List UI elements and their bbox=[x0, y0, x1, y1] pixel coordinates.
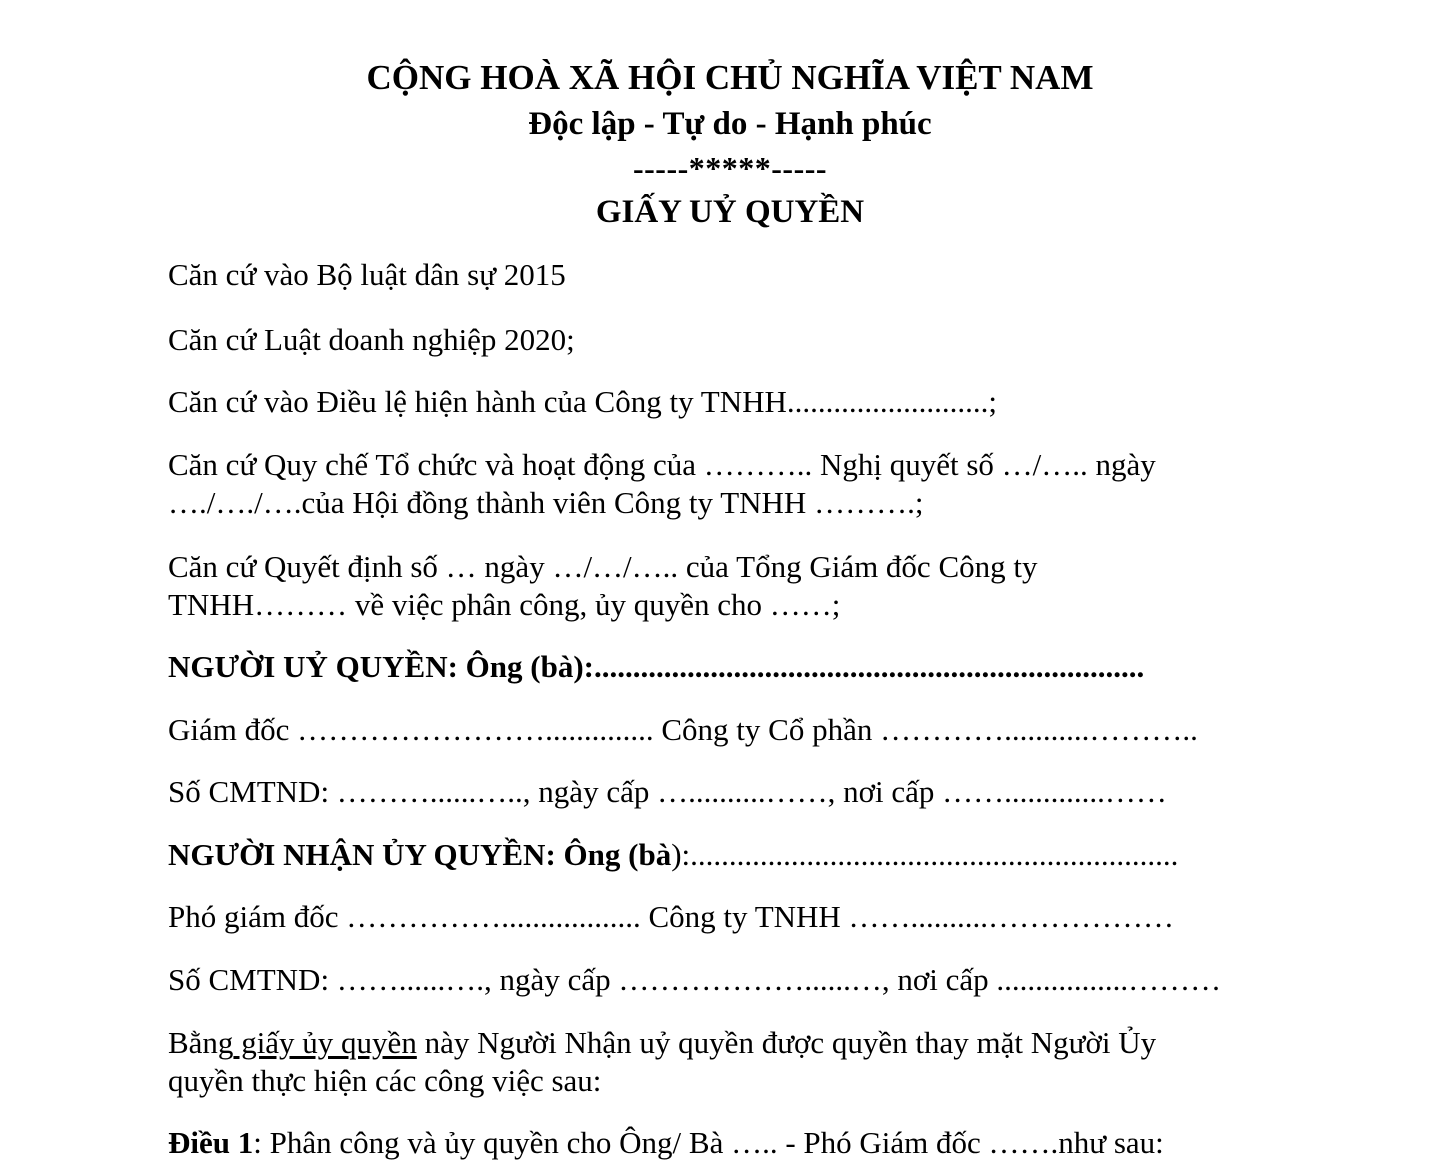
grantee-heading-blank: ):............................................................... bbox=[671, 837, 1179, 872]
article-1-label: Điều 1 bbox=[168, 1125, 254, 1160]
separator: -----*****----- bbox=[632, 150, 828, 186]
legal-ground-decision-line2: TNHH……… về việc phân công, ủy quyền cho ……; bbox=[168, 587, 841, 622]
legal-ground-charter: Căn cứ vào Điều lệ hiện hành của Công ty TNHH..........................; bbox=[168, 384, 997, 419]
legal-ground-decision-line1: Căn cứ Quyết định số … ngày …/…/….. của Tổng Giám đốc Công ty bbox=[168, 549, 1038, 584]
grantor-position: Giám đốc …………………….............. Công ty Cổ phần …………...........……….. bbox=[168, 712, 1198, 747]
intro-prefix: Bằng bbox=[168, 1025, 234, 1060]
legal-ground-enterprise-law: Căn cứ Luật doanh nghiệp 2020; bbox=[168, 322, 575, 357]
document-title: GIẤY UỶ QUYỀN bbox=[595, 194, 865, 230]
grantee-heading bbox=[168, 836, 1288, 874]
legal-ground-regulation-line1: Căn cứ Quy chế Tổ chức và hoạt động của ……….. Nghị quyết số …/….. ngày bbox=[168, 447, 1156, 482]
article-1 bbox=[168, 1124, 1288, 1162]
grantee-heading-label: NGƯỜI NHẬN ỦY QUYỀN: Ông (bà bbox=[168, 837, 672, 872]
authorization-letter-link[interactable]: giấy ủy quyền bbox=[233, 1025, 417, 1060]
motto: Độc lập - Tự do - Hạnh phúc bbox=[528, 106, 932, 142]
legal-ground-regulation-line2: …./…./….của Hội đồng thành viên Công ty TNHH ……….; bbox=[168, 485, 924, 520]
authorization-intro-line1 bbox=[168, 1024, 1288, 1062]
grantee-id-info: Số CMTND: ……......…., ngày cấp ………………......…, nơi cấp .................……… bbox=[168, 962, 1222, 997]
legal-ground-civil-code: Căn cứ vào Bộ luật dân sự 2015 bbox=[168, 257, 566, 292]
article-1-text: : Phân công và ủy quyền cho Ông/ Bà ….. - Phó Giám đốc …….như sau: bbox=[253, 1125, 1164, 1160]
country-header: CỘNG HOÀ XÃ HỘI CHỦ NGHĨA VIỆT NAM bbox=[366, 58, 1094, 97]
grantee-position: Phó giám đốc …………….................. Công ty TNHH ……..........……………… bbox=[168, 899, 1175, 934]
authorization-intro-line2: quyền thực hiện các công việc sau: bbox=[168, 1063, 602, 1098]
intro-rest: này Người Nhận uỷ quyền được quyền thay mặt Người Ủy bbox=[416, 1025, 1157, 1060]
grantor-id-info: Số CMTND: ………......….., ngày cấp …..........……, nơi cấp …….............…… bbox=[168, 774, 1167, 809]
grantor-heading: NGƯỜI UỶ QUYỀN: Ông (bà):....................................................................... bbox=[168, 649, 1145, 684]
